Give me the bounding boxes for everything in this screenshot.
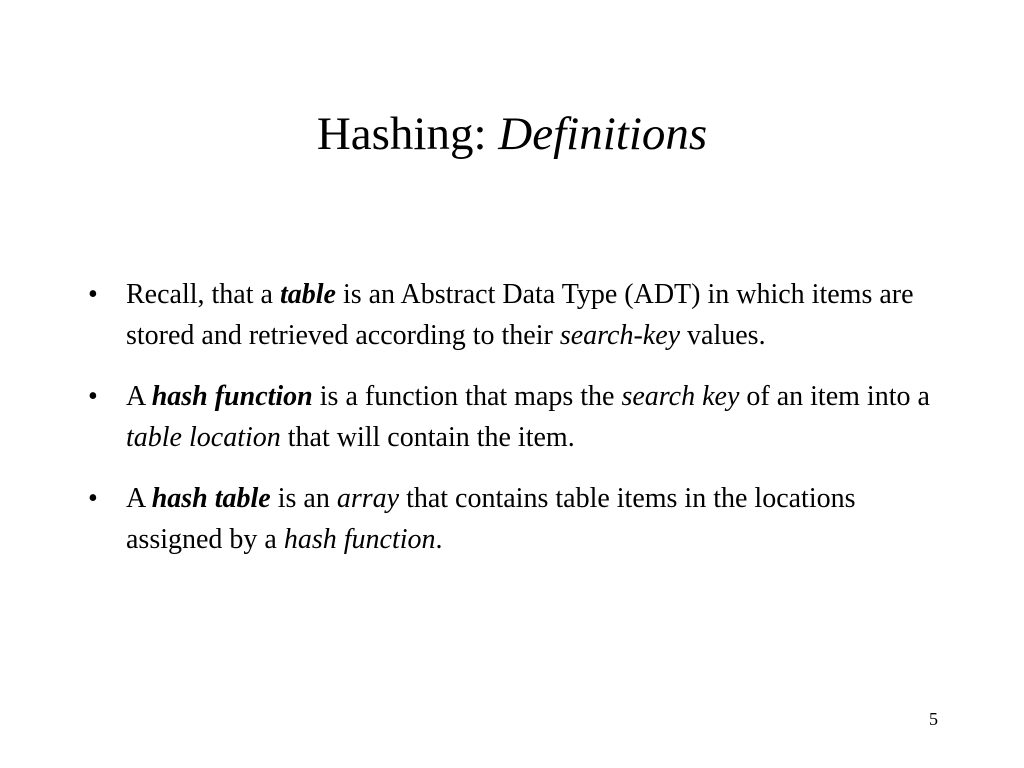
slide-title-emphasis: Definitions bbox=[498, 108, 708, 160]
slide-title bbox=[0, 104, 1024, 164]
bullet-item bbox=[88, 376, 938, 458]
bullet-run-italic: table location bbox=[126, 422, 281, 453]
bullet-run: values. bbox=[680, 320, 766, 351]
bullet-text bbox=[126, 279, 914, 351]
bullet-run: . bbox=[435, 524, 443, 555]
bullet-list bbox=[88, 274, 938, 580]
bullet-item bbox=[88, 478, 938, 560]
bullet-run: A bbox=[126, 381, 152, 412]
bullet-run-emphasis: hash table bbox=[151, 483, 271, 514]
bullet-run-emphasis: table bbox=[279, 279, 336, 310]
bullet-text bbox=[126, 381, 930, 453]
bullet-text bbox=[126, 483, 856, 555]
bullet-run-italic: array bbox=[336, 483, 400, 514]
bullet-run: Recall, that a bbox=[126, 279, 280, 310]
bullet-run: is an bbox=[270, 483, 337, 514]
bullet-run: of an item into a bbox=[739, 381, 930, 412]
bullet-run: that will contain the item. bbox=[280, 422, 575, 453]
bullet-run-italic: search key bbox=[621, 381, 740, 412]
bullet-run-italic: search-key bbox=[559, 320, 681, 351]
bullet-marker: • bbox=[88, 279, 98, 310]
bullet-run: that contains table items in the locations assigned by a bbox=[126, 483, 856, 555]
bullet-run: is an Abstract Data Type (ADT) in which items are stored and retrieved according to their bbox=[126, 279, 914, 351]
bullet-item bbox=[88, 274, 938, 356]
page-number: 5 bbox=[929, 709, 938, 729]
bullet-run-italic: hash function bbox=[283, 524, 436, 555]
bullet-run-emphasis: hash function bbox=[151, 381, 313, 412]
bullet-run: is a function that maps the bbox=[312, 381, 622, 412]
bullet-marker: • bbox=[88, 381, 98, 412]
slide-title-prefix: Hashing: bbox=[316, 108, 499, 160]
bullet-marker: • bbox=[88, 483, 98, 514]
bullet-run: A bbox=[126, 483, 152, 514]
